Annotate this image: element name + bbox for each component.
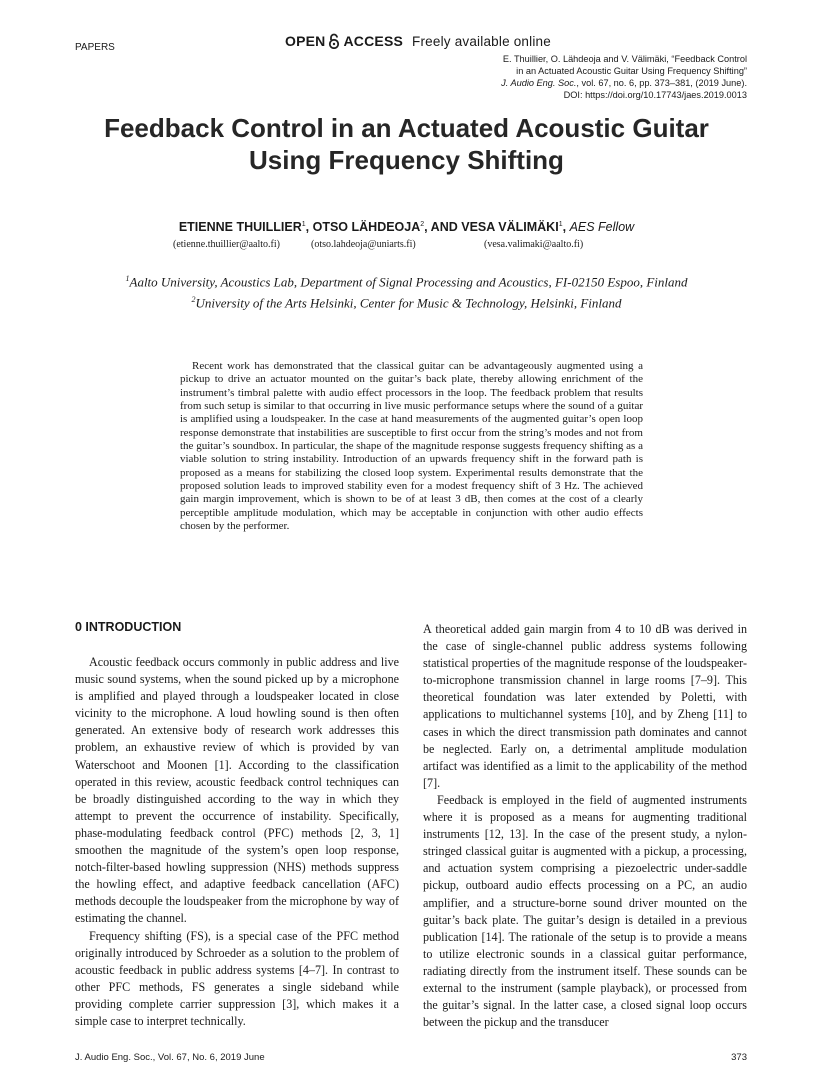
affiliation-number: 1 (125, 274, 130, 283)
affiliation-mark: 1 (558, 220, 563, 228)
author-separator: , (305, 220, 310, 234)
affiliation (40, 270, 773, 291)
author-membership: AES Fellow (569, 220, 635, 234)
open-access-open: OPEN (285, 33, 326, 49)
section-label: PAPERS (75, 42, 115, 53)
citation-volume: , vol. 67, no. 6, pp. 373–381, (2019 June). (576, 78, 747, 88)
column-left (75, 654, 399, 1030)
body-paragraph: A theoretical added gain margin from 4 to 10 dB was derived in the case of single-channel public address systems following statistical properties of the magnitude response of the loudspeaker-to-microphone transmission channel in large rooms [7–9]. This theoretical foundation was later extended by Poletti, with applications to multichannel systems [10], and by Zheng [11] to cases in which the direct transmission path dominates and cannot be neglected. Early on, a detrimental amplitude modulation artifact was identified as a limit to the applicability of the method [7]. (423, 622, 747, 790)
affiliation-text: Aalto University, Acoustics Lab, Department of Signal Processing and Acoustics, FI-02150 Espoo, Finland (129, 274, 688, 290)
author-name: ETIENNE THUILLIER (178, 220, 302, 234)
body-paragraph: Feedback is employed in the field of augmented instruments where it is proposed as a means for augmenting traditional instruments [12, 13]. In the case of the present study, a nylon-stringed classical guitar is augmented with a pickup, a processing, and actuation system comprising a piezoelectric under-saddle pickup, outboard audio effects processing on a PC, an audio amplifier, and a structure-borne sound driver mounted on the guitar’s back plate. The guitar’s design is detailed in a previous publication [14]. The rationale of the setup is to provide a means to utilize electronic sounds in a classical guitar performance, radiating directly from the instrument itself. These sounds can be external to the instrument (sample playback), or processed from the guitar’s signal. In the latter case, a closed signal loop occurs between the pickup and the transducer (423, 792, 747, 1030)
paper-title (40, 112, 773, 176)
author-name: OTSO LÄHDEOJA (312, 220, 421, 234)
affiliation (40, 291, 773, 312)
affiliation-text: University of the Arts Helsinki, Center for Music & Technology, Helsinki, Finland (195, 295, 622, 311)
author-email[interactable]: (vesa.valimaki@aalto.fi) (484, 239, 584, 250)
citation-line: in an Actuated Acoustic Guitar Using Frequency Shifting” (516, 66, 747, 76)
citation-doi[interactable]: DOI: https://doi.org/10.17743/jaes.2019.0013 (563, 90, 747, 100)
abstract: Recent work has demonstrated that the classical guitar can be advantageously augmented using a pickup to drive an actuator mounted on the guitar’s back plate, thereby allowing enrichment of the instrument’s timbral palette with audio effect processors in the loop. The feedback problem that results from such setup is similar to that occurring in live music performance setups where the sound of a guitar is amplified using a loudspeaker. In the case at hand measurements of the augmented guitar’s open loop response demonstrate that instabilities are susceptible to first occur from the string’s modes and not from the guitar’s soundbox. In particular, the shape of the magnitude response suggests frequency shifting as a viable solution to string instability. Introduction of an upwards frequency shift in the forward path is proposed as a means for stabilizing the closed loop system. Experimental results demonstrate that the proposed solution leads to improved stability even for a modest frequency shift of 3 Hz. The achieved gain margin improvement, which is shown to be of at least 3 dB, then comes at the cost of a clearly perceptible amplitude modulation, which may be acceptable in conjunction with other audio effects chosen by the performer. (180, 360, 643, 533)
citation-line (417, 77, 747, 89)
footer-journal: J. Audio Eng. Soc., Vol. 67, No. 6, 2019 June (75, 1052, 265, 1063)
author-name: AND VESA VÄLIMÄKI (430, 220, 559, 234)
open-access-tagline: Freely available online (412, 33, 551, 49)
open-lock-icon (328, 33, 340, 49)
author-email[interactable]: (otso.lahdeoja@uniarts.fi) (311, 239, 416, 250)
author-email[interactable]: (etienne.thuillier@aalto.fi) (173, 239, 280, 250)
open-access-access: ACCESS (343, 33, 404, 49)
body-paragraph: Frequency shifting (FS), is a special case of the PFC method originally introduced by Schroeder as a solution to the problem of acoustic feedback in public address systems [4–7]. In contrast to other PFC methods, FS generates a single sideband while providing complete carrier suppression [3], which makes it a simple case to interpret technically. (75, 928, 399, 1028)
affiliation-mark: 1 (301, 220, 306, 228)
author-separator: , (424, 220, 428, 234)
citation-line: E. Thuillier, O. Lähdeoja and V. Välimäki, “Feedback Control (502, 54, 747, 64)
body-paragraph: Acoustic feedback occurs commonly in public address and live music sound systems, when the sound picked up by a microphone is amplified and played through a loudspeaker located in close vicinity to the microphone. A loud howling sound is then often generated. An extensive body of research work addresses this problem, an exhaustive review of which is provided by van Waterschoot and Moonen [1]. According to the classification operated in this review, acoustic feedback control techniques can be broadly distinguished according to the way in which they attempt to prevent the occurrence of instability. Specifically, phase-modulating feedback control (PFC) methods [2, 3, 1] smoothen the magnitude of the system’s open loop response, notch-filter-based howling suppression (NHS) methods suppress the howling effect, and adaptive feedback cancellation (AFC) methods decouple the loudspeaker from the microphone by way of estimating the channel. (75, 655, 399, 926)
affiliation-mark: 2 (420, 220, 425, 228)
citation-journal: J. Audio Eng. Soc. (501, 78, 577, 88)
page-number: 373 (731, 1052, 747, 1063)
affiliations (40, 270, 773, 313)
title-line: Feedback Control in an Actuated Acoustic Guitar (104, 113, 709, 143)
section-heading: 0 INTRODUCTION (75, 620, 182, 634)
affiliation-number: 2 (191, 295, 196, 305)
author-separator: , (562, 220, 567, 234)
title-line: Using Frequency Shifting (249, 145, 564, 175)
open-access-logo (285, 33, 551, 49)
author-list (0, 220, 813, 234)
column-right (423, 621, 747, 1031)
citation-block (417, 53, 747, 101)
